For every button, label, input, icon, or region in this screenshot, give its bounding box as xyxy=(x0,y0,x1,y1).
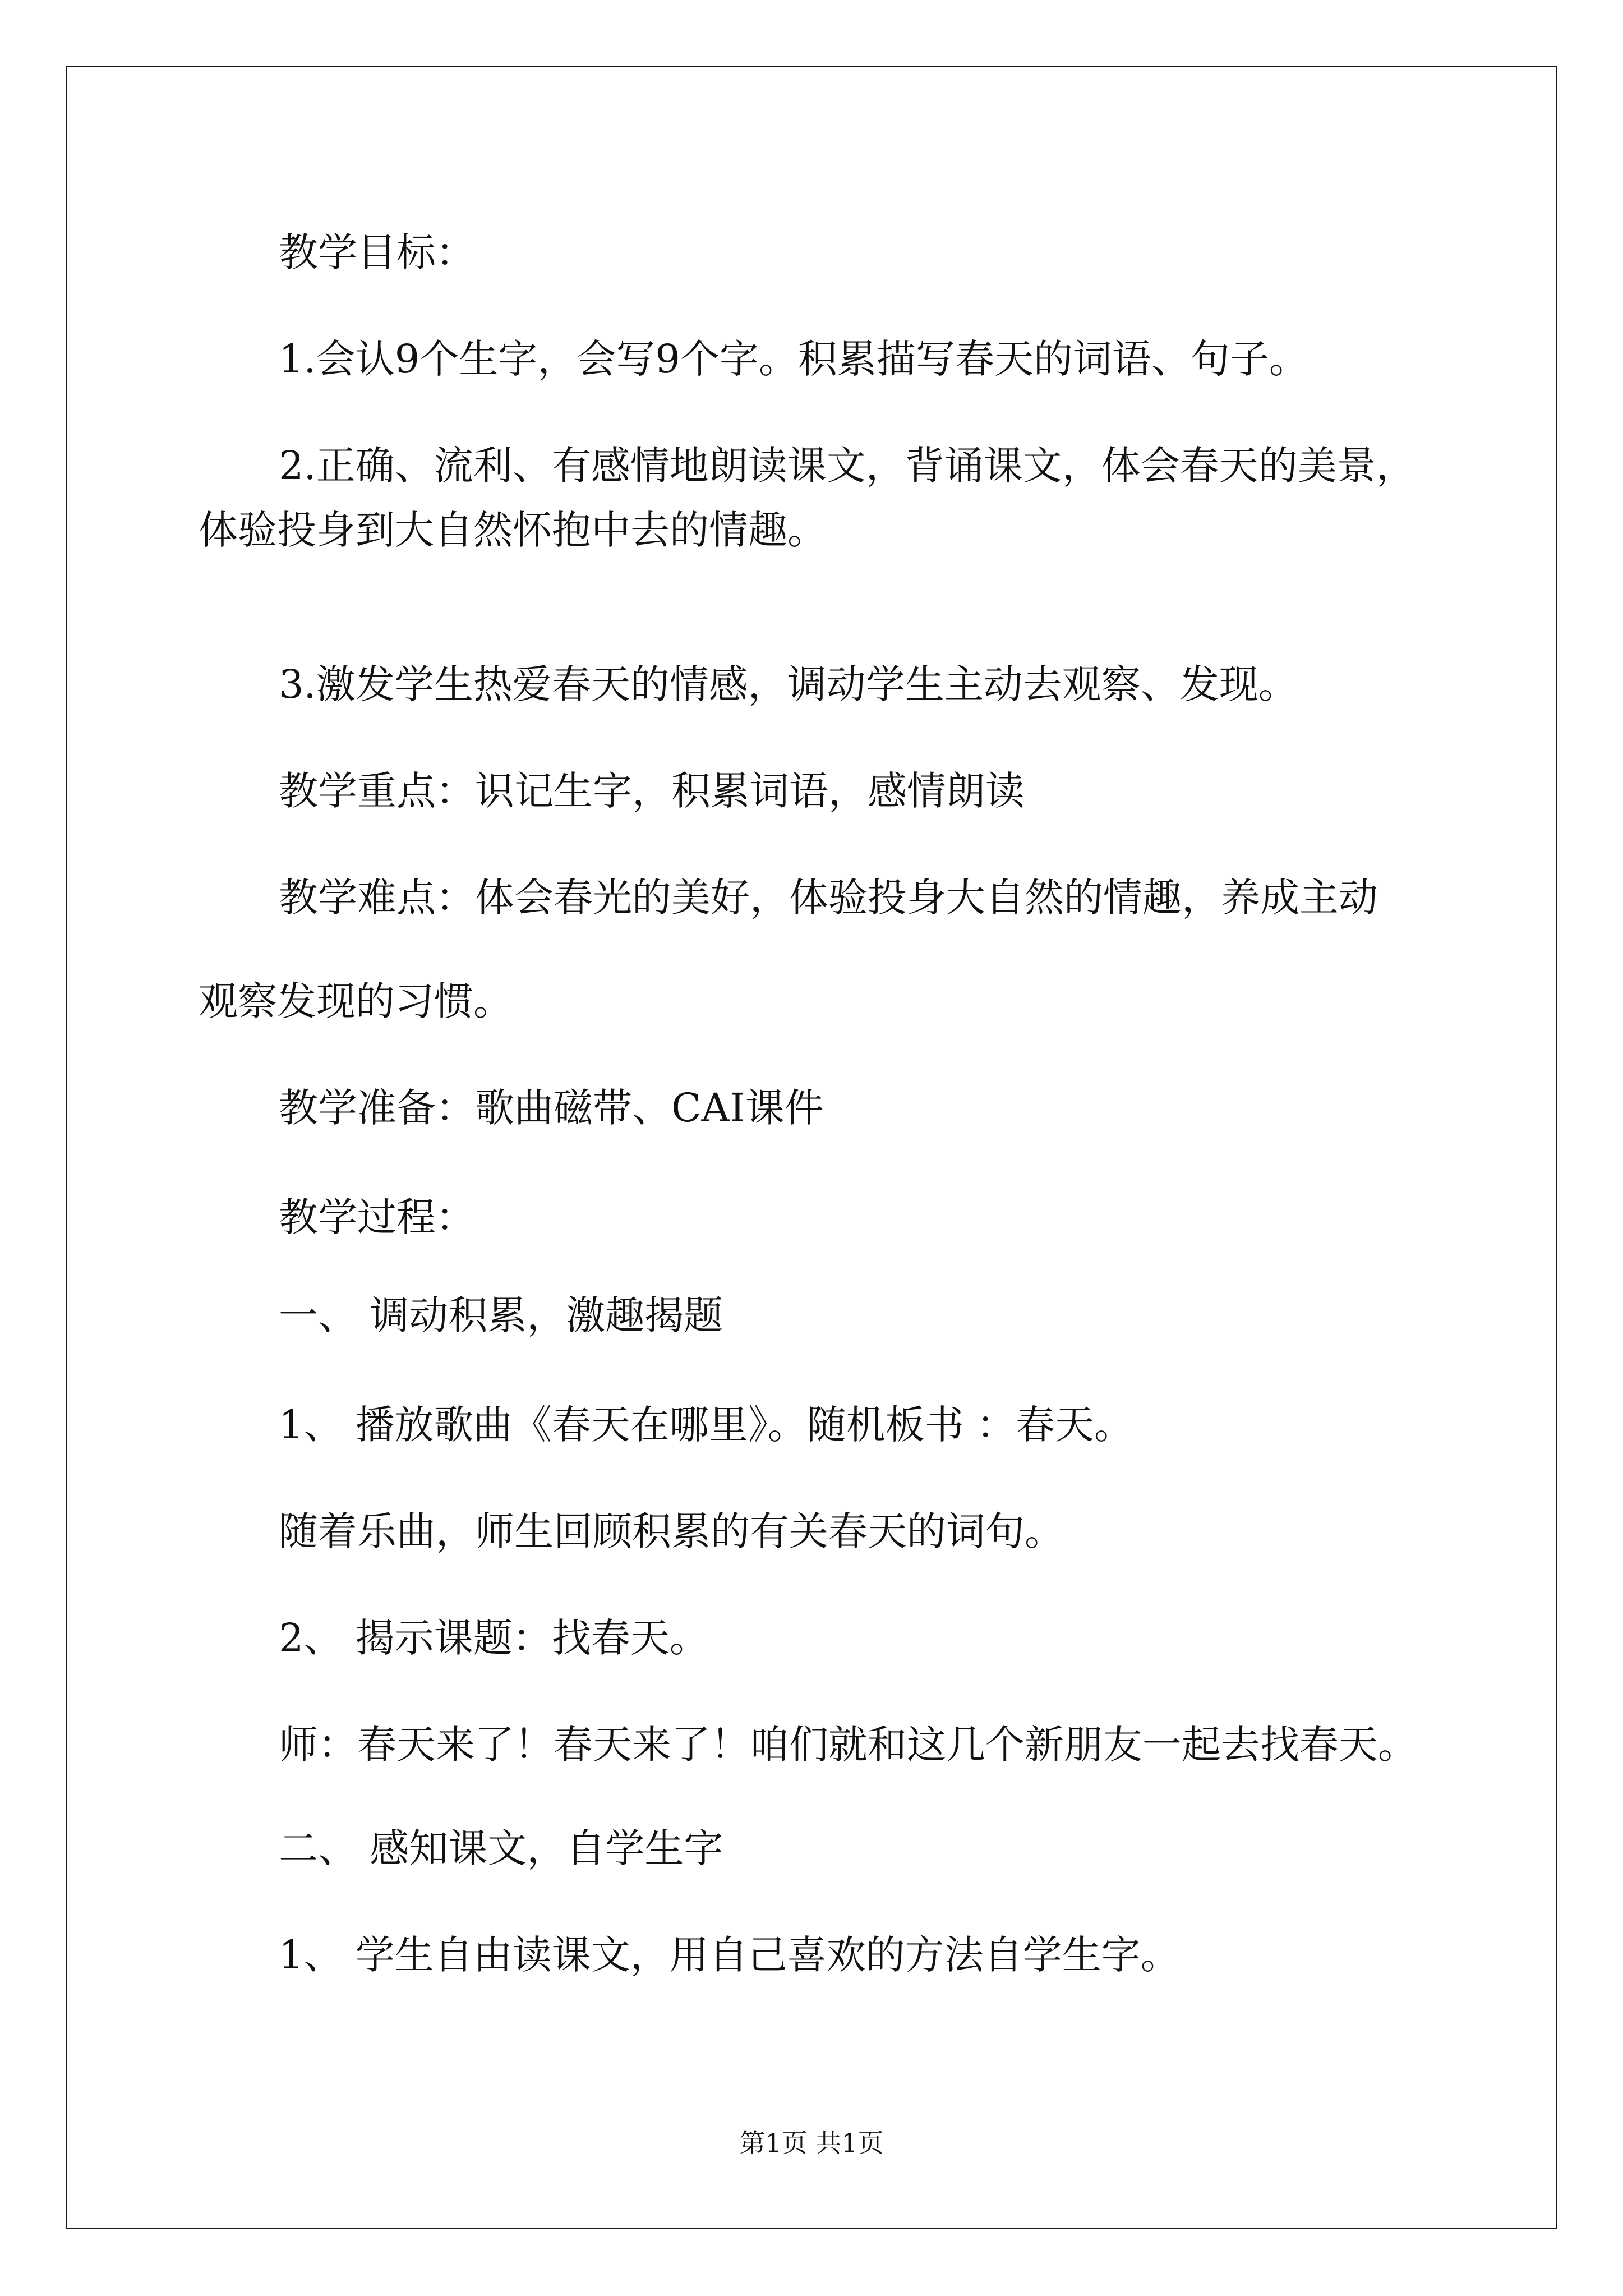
paragraph-process-heading: 教学过程： xyxy=(279,1194,475,1240)
paragraph-objective-2-cont: 体验投身到大自然怀抱中去的情趣。 xyxy=(199,507,827,553)
paragraph-objective-3: 3.激发学生热爱春天的情感，调动学生主动去观察、发现。 xyxy=(279,661,1298,707)
paragraph-difficulties-cont: 观察发现的习惯。 xyxy=(199,978,513,1024)
paragraph-objective-1: 1.会认9个生字，会写9个字。积累描写春天的词语、句子。 xyxy=(279,336,1308,382)
paragraph-step-2-1: 1、 学生自由读课文，用自己喜欢的方法自学生字。 xyxy=(279,1932,1180,1978)
paragraph-difficulties: 教学难点：体会春光的美好，体验投身大自然的情趣，养成主动 xyxy=(279,875,1378,921)
page-number-footer: 第1页 共1页 xyxy=(739,2128,884,2158)
paragraph-objective-2: 2.正确、流利、有感情地朗读课文，背诵课文，体会春天的美景， xyxy=(279,443,1415,489)
paragraph-preparation: 教学准备：歌曲磁带、CAI课件 xyxy=(279,1085,824,1131)
paragraph-step-1-2: 2、 揭示课题：找春天。 xyxy=(279,1615,709,1661)
paragraph-step-1-1: 1、 播放歌曲《春天在哪里》。随机板书 ：春天。 xyxy=(279,1402,1134,1448)
paragraph-objectives-heading: 教学目标： xyxy=(279,229,475,275)
paragraph-section-1: 一、 调动积累，激趣揭题 xyxy=(279,1292,723,1338)
paragraph-step-1-1-note: 随着乐曲，师生回顾积累的有关春天的词句。 xyxy=(279,1508,1064,1554)
page-border xyxy=(66,66,1557,2229)
paragraph-teacher-line: 师：春天来了！春天来了！咱们就和这几个新朋友一起去找春天。 xyxy=(279,1722,1417,1768)
paragraph-section-2: 二、 感知课文，自学生字 xyxy=(279,1825,723,1871)
paragraph-key-points: 教学重点：识记生字，积累词语，感情朗读 xyxy=(279,768,1025,814)
